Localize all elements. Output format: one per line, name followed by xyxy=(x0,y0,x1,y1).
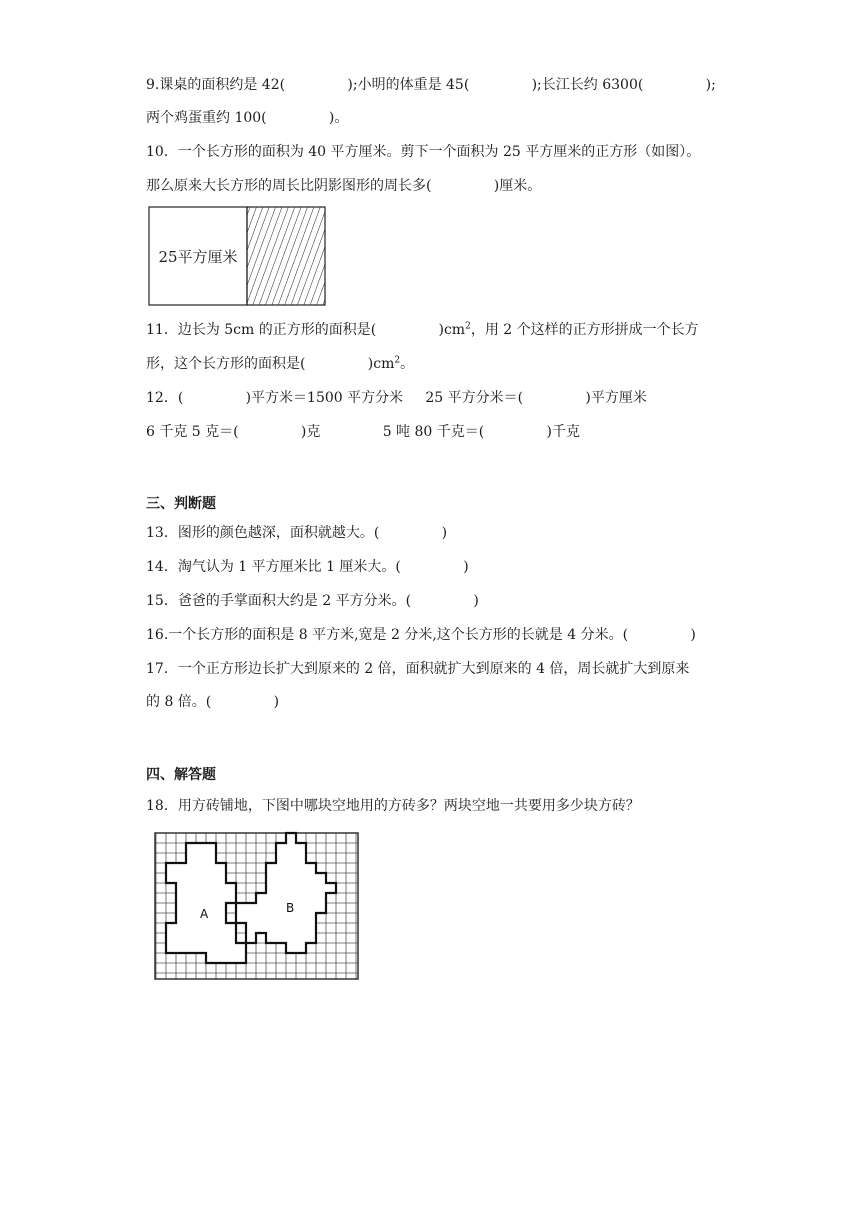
q11-line1-text-b: ，用 2 个这样的正方形拼成一个长方 xyxy=(470,322,699,338)
q11-line2-text-b: 。 xyxy=(400,356,415,372)
q18: 18．用方砖铺地，下图中哪块空地用的方砖多？两块空地一共要用多少块方砖？ xyxy=(146,798,640,814)
q10-line1: 10．一个长方形的面积为 40 平方厘米。剪下一个面积为 25 平方厘米的正方形（如图）。 xyxy=(146,144,701,160)
q13: 13．图形的颜色越深，面积就越大。( ) xyxy=(146,525,448,541)
q12-line1: 12．( )平方米＝1500 平方分米 25 平方分米＝( )平方厘米 xyxy=(146,390,647,406)
q11-line1-text: 11．边长为 5cm 的正方形的面积是( )cm xyxy=(146,322,466,338)
q10-line2: 那么原来大长方形的周长比阴影图形的周长多( )厘米。 xyxy=(146,178,542,194)
shaded-region xyxy=(247,207,325,305)
q16: 16.一个长方形的面积是 8 平方米,宽是 2 分米,这个长方形的长就是 4 分米。( ) xyxy=(146,627,696,643)
region-a-label: A xyxy=(200,907,209,921)
q17-line2: 的 8 倍。( ) xyxy=(146,694,280,710)
section4-title: 四、解答题 xyxy=(146,767,216,783)
q11-line2-text: 形，这个长方形的面积是( )cm xyxy=(146,356,395,372)
q15: 15．爸爸的手掌面积大约是 2 平方分米。( ) xyxy=(146,593,479,609)
q11-line2-sup: 2 xyxy=(394,355,401,366)
q9-line1: 9.课桌的面积约是 42( );小明的体重是 45( );长江长约 6300( ); xyxy=(146,77,716,93)
section3-title: 三、判断题 xyxy=(146,496,216,512)
q9-line2: 两个鸡蛋重约 100( )。 xyxy=(146,110,349,126)
q11-line2 xyxy=(146,354,414,374)
region-a-outline xyxy=(166,843,246,963)
rectangle-figure xyxy=(148,206,328,306)
q11-line1-sup: 2 xyxy=(465,321,471,332)
region-b-label: B xyxy=(286,901,295,915)
q14: 14．淘气认为 1 平方厘米比 1 厘米大。( ) xyxy=(146,559,469,575)
q17-line1: 17．一个正方形边长扩大到原来的 2 倍，面积就扩大到原来的 4 倍，周长就扩大到原来 xyxy=(146,661,690,677)
q12-line2: 6 千克 5 克＝( )克 5 吨 80 千克＝( )千克 xyxy=(146,424,580,440)
tile-grid-figure xyxy=(150,828,364,986)
square-area-label: 25平方厘米 xyxy=(158,248,238,266)
q11-line1 xyxy=(146,320,699,340)
